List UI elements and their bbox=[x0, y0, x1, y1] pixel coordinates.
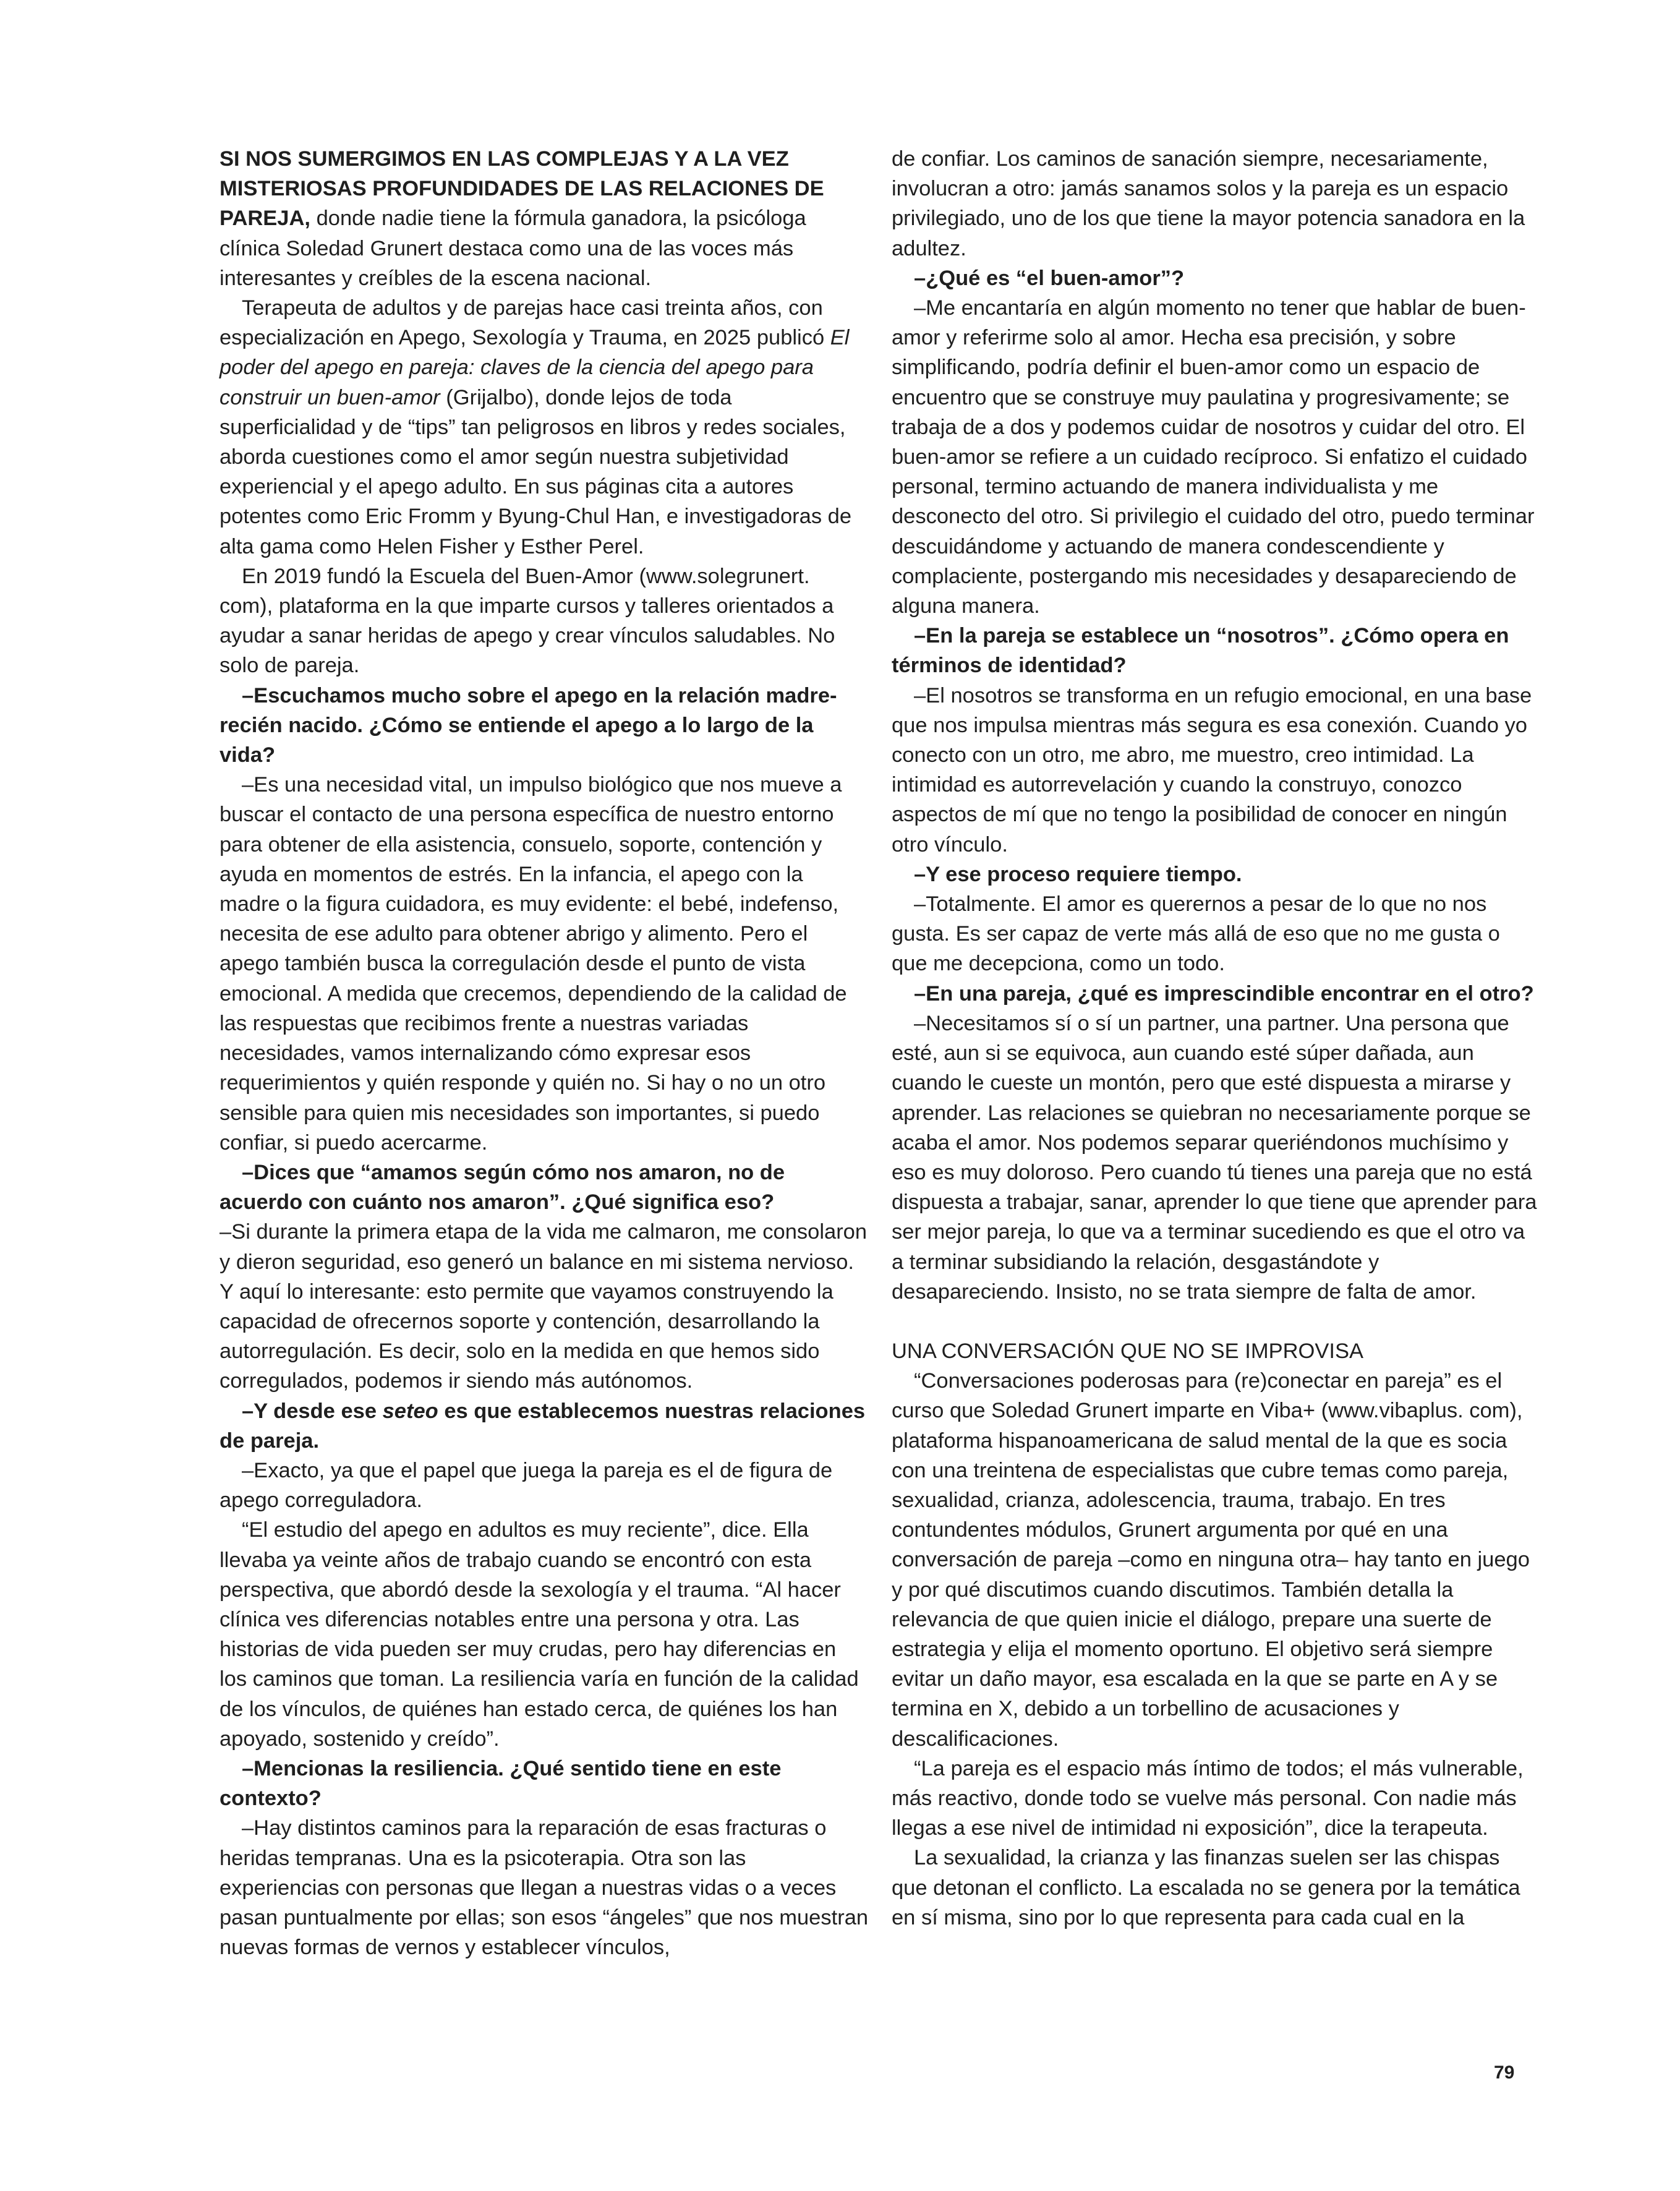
interview-answer: –Me encantaría en algún momento no tener que hablar de buen-amor y referirme solo al amor. Hecha esa precisión, y sobre simplificando, podría definir el buen-amor como un espacio de encuentro que se construye muy paulatina y progresivamente; se trabaja de a dos y podemos cuidar de nosotros y cuidar del otro. El buen-amor se refiere a un cuidado recíproco. Si enfatizo el cuidado personal, termino actuando de manera individualista y me desconecto del otro. Si privilegio el cuidado del otro, puedo terminar descuidándome y actuando de manera condescendiente y complaciente, postergando mis necesidades y desapareciendo de alguna manera. bbox=[892, 296, 1535, 618]
interview-answer: –Totalmente. El amor es querernos a pesar de lo que no nos gusta. Es ser capaz de verte más allá de eso que no me gusta o que me decepciona, como un todo. bbox=[892, 892, 1500, 976]
interview-answer: –Hay distintos caminos para la reparación de esas fracturas o heridas tempranas. Una es la psicoterapia. Otra son las experiencias con personas que llegan a nuestras vidas o a veces pasan puntualmente por ellas; son esos “ángeles” que nos muestran nuevas formas de vernos y establecer vínculos, bbox=[220, 1816, 869, 1960]
interview-answer: –Necesitamos sí o sí un partner, una partner. Una persona que esté, aun si se equivoca, aun cuando esté súper dañada, aun cuando le cueste un montón, pero que esté dispuesta a mirarse y aprender. Las relaciones se quiebran no necesariamente porque se acaba el amor. Nos podemos separar queriéndonos muchísimo y eso es muy doloroso. Pero cuando tú tienes una pareja que no está dispuesta a trabajar, sanar, aprender lo que tiene que aprender para ser mejor pareja, lo que va a terminar sucediendo es que el otro va a terminar subsidiando la relación, desgastándote y desapareciendo. Insisto, no se trata siempre de falta de amor. bbox=[892, 1011, 1537, 1304]
interview-question: –En una pareja, ¿qué es imprescindible encontrar en el otro? bbox=[914, 981, 1534, 1006]
interview-question: –¿Qué es “el buen-amor”? bbox=[914, 266, 1185, 290]
interview-answer: –Exacto, ya que el papel que juega la pareja es el de figura de apego correguladora. bbox=[220, 1458, 833, 1513]
interview-answer: –El nosotros se transforma en un refugio emocional, en una base que nos impulsa mientras más segura es esa conexión. Cuando yo conecto con un otro, me abro, me muestro, creo intimidad. La intimidad es autorrevelación y cuando la construyo, conozco aspectos de mí que no tengo la posibilidad de conocer en ningún otro vínculo. bbox=[892, 683, 1532, 856]
q3-after: es que establecemos nuestras relaciones de pareja. bbox=[220, 1399, 866, 1453]
interview-question: –Escuchamos mucho sobre el apego en la relación madre-recién nacido. ¿Cómo se entiende el apego a lo largo de la vida? bbox=[220, 683, 837, 767]
interview-question: –Dices que “amamos según cómo nos amaron, no de acuerdo con cuánto nos amaron”. ¿Qué significa eso? bbox=[220, 1160, 785, 1215]
interview-answer: –Si durante la primera etapa de la vida me calmaron, me consolaron y dieron seguridad, eso generó un balance en mi sistema nervioso. Y aquí lo interesante: esto permite que vayamos construyendo la capacidad de ofrecernos soporte y contención, desarrollando la autorregulación. Es decir, solo en la medida en que hemos sido corregulados, podemos ir siendo más autónomos. bbox=[220, 1220, 868, 1393]
page-number: 79 bbox=[1494, 2062, 1515, 2083]
lede-bold: SI NOS SUMERGIMOS EN LAS COMPLEJAS Y A LA VEZ MISTERIOSAS PROFUNDIDADES DE LAS RELACIONES DE PAREJA, bbox=[220, 147, 824, 231]
section-heading: UNA CONVERSACIÓN QUE NO SE IMPROVISA bbox=[892, 1339, 1363, 1363]
interview-question: –En la pareja se establece un “nosotros”. ¿Cómo opera en términos de identidad? bbox=[892, 624, 1509, 678]
lede-paragraph bbox=[220, 144, 869, 293]
interview-question: –Mencionas la resiliencia. ¿Qué sentido tiene en este contexto? bbox=[220, 1756, 782, 1811]
lede-text: donde nadie tiene la fórmula ganadora, la psicóloga clínica Soledad Grunert destaca como una de las voces más interesantes y creíbles de la escena nacional. bbox=[220, 207, 806, 290]
right-column bbox=[892, 144, 1541, 1933]
body-paragraph: En 2019 fundó la Escuela del Buen-Amor (www.solegrunert. com), plataforma en la que imparte cursos y talleres orientados a ayudar a sanar heridas de apego y crear vínculos saludables. No solo de pareja. bbox=[220, 564, 835, 678]
book-title: El poder del apego en pareja: claves de la ciencia del apego para construir un buen-amor bbox=[220, 326, 850, 409]
interview-question: –Y ese proceso requiere tiempo. bbox=[914, 862, 1242, 886]
body-paragraph bbox=[220, 293, 869, 562]
body-paragraph: “La pareja es el espacio más íntimo de todos; el más vulnerable, más reactivo, donde todo se vuelve más personal. Con nadie más llegas a ese nivel de intimidad ni exposición”, dice la terapeuta. bbox=[892, 1756, 1524, 1840]
body-paragraph: “El estudio del apego en adultos es muy reciente”, dice. Ella llevaba ya veinte años de trabajo cuando se encontró con esta perspectiva, que abordó desde la sexología y el trauma. “Al hacer clínica ves diferencias notables entre una persona y otra. Las historias de vida pueden ser muy crudas, pero hay diferencias en los caminos que toman. La resiliencia varía en función de la calidad de los vínculos, de quiénes han estado cerca, de quiénes los han apoyado, sostenido y creído”. bbox=[220, 1518, 859, 1751]
q3-italic: seteo bbox=[382, 1399, 438, 1423]
left-column bbox=[220, 144, 869, 1962]
p2-after: (Grijalbo), donde lejos de toda superficialidad y de “tips” tan peligrosos en libros y redes sociales, aborda cuestiones como el amor según nuestra subjetividad experiencial y el apego adulto. En sus páginas cita a autores potentes como Eric Fromm y Byung-Chul Han, e investigadoras de alta gama como Helen Fisher y Esther Perel. bbox=[220, 385, 852, 558]
body-paragraph: “Conversaciones poderosas para (re)conectar en pareja” es el curso que Soledad Grunert imparte en Viba+ (www.vibaplus. com), plataforma hispanoamericana de salud mental de la que es socia con una treintena de especialistas que cubre temas como pareja, sexualidad, crianza, adolescencia, trauma, trabajo. En tres contundentes módulos, Grunert argumenta por qué en una conversación de pareja –como en ninguna otra– hay tanto en juego y por qué discutimos cuando discutimos. También detalla la relevancia de que quien inicie el diálogo, prepare una suerte de estrategia y elija el momento oportuno. El objetivo será siempre evitar un daño mayor, esa escalada en la que se parte en A y se termina en X, debido a un torbellino de acusaciones y descalificaciones. bbox=[892, 1369, 1530, 1751]
interview-question bbox=[220, 1396, 869, 1456]
continued-paragraph: de confiar. Los caminos de sanación siempre, necesariamente, involucran a otro: jamás sanamos solos y la pareja es un espacio privilegiado, uno de los que tiene la mayor potencia sanadora en la adultez. bbox=[892, 147, 1525, 260]
interview-answer: –Es una necesidad vital, un impulso biológico que nos mueve a buscar el contacto de una persona específica de nuestro entorno para obtener de ella asistencia, consuelo, soporte, contención y ayuda en momentos de estrés. En la infancia, el apego con la madre o la figura cuidadora, es muy evidente: el bebé, indefenso, necesita de ese adulto para obtener abrigo y alimento. Pero el apego también busca la corregulación desde el punto de vista emocional. A medida que crecemos, dependiendo de la calidad de las respuestas que recibimos frente a nuestras variadas necesidades, vamos internalizando cómo expresar esos requerimientos y quién responde y quién no. Si hay o no un otro sensible para quien mis necesidades son importantes, si puedo confiar, si puedo acercarme. bbox=[220, 773, 847, 1155]
q3-before: –Y desde ese bbox=[242, 1399, 383, 1423]
p2-before: Terapeuta de adultos y de parejas hace casi treinta años, con especialización en Apego, Sexología y Trauma, en 2025 publicó bbox=[220, 296, 830, 350]
body-paragraph: La sexualidad, la crianza y las finanzas suelen ser las chispas que detonan el conflicto. La escalada no se genera por la temática en sí misma, sino por lo que representa para cada cual en la bbox=[892, 1846, 1520, 1929]
